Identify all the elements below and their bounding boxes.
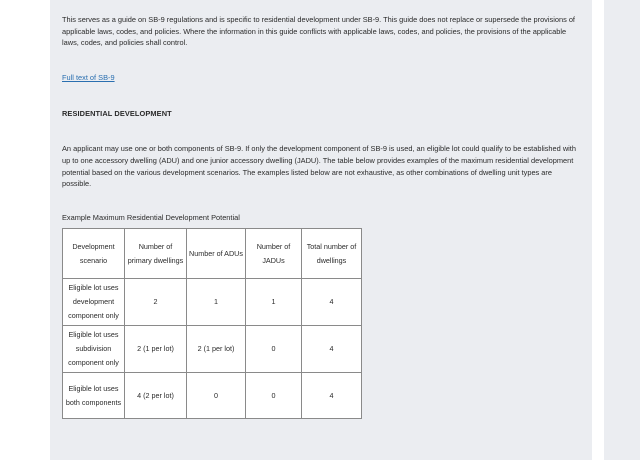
table-cell-primary: 4 (2 per lot) [125, 373, 187, 419]
table-cell-total: 4 [302, 279, 362, 326]
body-paragraph: An applicant may use one or both components of SB-9. If only the development component of SB-9 is used, an eligible lot could qualify to be established with up to one accessory dwelling (ADU) and one junior accessory dwelling (JADU). The table below provides examples of the maximum residential development potential based on the various development scenarios. The examples listed below are not exhaustive, as other combinations of dwelling unit types are possible. [62, 144, 576, 189]
table-cell-jadus: 0 [246, 373, 302, 419]
header-jadus: Number of JADUs [246, 229, 302, 279]
section-heading: RESIDENTIAL DEVELOPMENT [62, 108, 172, 118]
development-potential-table [62, 228, 362, 419]
header-adus: Number of ADUs [187, 229, 246, 279]
table-cell-adus: 0 [187, 373, 246, 419]
table-cell-jadus: 1 [246, 279, 302, 326]
header-primary-dwellings: Number of primary dwellings [125, 229, 187, 279]
header-total-dwellings: Total number of dwellings [302, 229, 362, 279]
table-cell-scenario: Eligible lot uses development component only [63, 279, 125, 326]
table-cell-primary: 2 [125, 279, 187, 326]
table-cell-jadus: 0 [246, 326, 302, 373]
document-content [62, 14, 582, 419]
header-development-scenario: Development scenario [63, 229, 125, 279]
full-text-link[interactable]: Full text of SB-9 [62, 72, 115, 82]
table-cell-primary: 2 (1 per lot) [125, 326, 187, 373]
table-header-row [63, 229, 362, 279]
table-cell-adus: 2 (1 per lot) [187, 326, 246, 373]
table-cell-adus: 1 [187, 279, 246, 326]
table-row [63, 373, 362, 419]
document-panel [50, 0, 592, 460]
table-cell-total: 4 [302, 373, 362, 419]
intro-paragraph: This serves as a guide on SB-9 regulations and is specific to residential development under SB-9. This guide does not replace or supersede the provisions of applicable laws, codes, and policies. Where the information in this guide conflicts with applicable laws, codes, and policies, the provisions of the applicable laws, codes, and policies shall control. [62, 15, 575, 48]
table-row [63, 279, 362, 326]
table-caption: Example Maximum Residential Development Potential [62, 212, 240, 222]
adjacent-panel [604, 0, 640, 460]
table-cell-scenario: Eligible lot uses both components [63, 373, 125, 419]
table-cell-scenario: Eligible lot uses subdivision component only [63, 326, 125, 373]
table-row [63, 326, 362, 373]
table-cell-total: 4 [302, 326, 362, 373]
